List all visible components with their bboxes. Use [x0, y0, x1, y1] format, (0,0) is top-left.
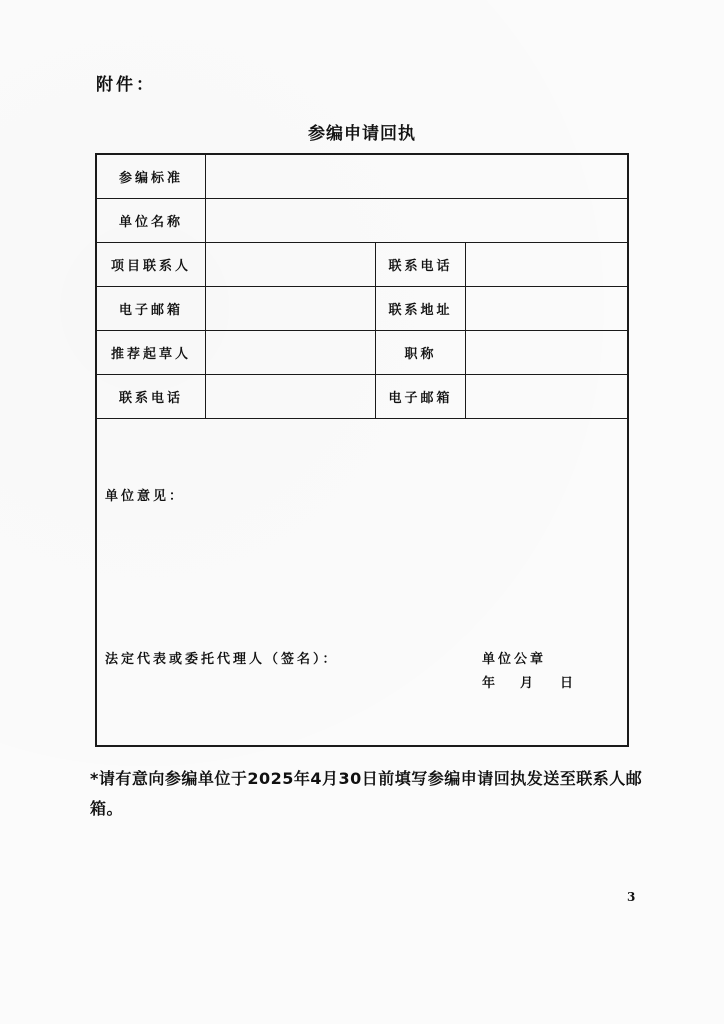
email-label: 电子邮箱: [97, 287, 206, 330]
unit-name-label: 单位名称: [97, 199, 206, 242]
date-month: 月: [520, 676, 534, 691]
row-unit-name: [97, 199, 627, 243]
date-day: 日: [560, 676, 574, 691]
contact-phone-input[interactable]: [466, 243, 627, 286]
row-contact: [97, 243, 627, 287]
date-line: [482, 672, 573, 691]
standard-input[interactable]: [206, 155, 627, 198]
drafter-email-label: 电子邮箱: [376, 375, 466, 418]
application-form-table: [95, 153, 629, 747]
drafter-email-input[interactable]: [466, 375, 627, 418]
row-drafter-phone: [97, 375, 627, 419]
unit-opinion-label: 单位意见：: [105, 489, 186, 504]
row-drafter: [97, 331, 627, 375]
title-label: 职称: [376, 331, 466, 374]
drafter-input[interactable]: [206, 331, 376, 374]
contact-input[interactable]: [206, 243, 376, 286]
drafter-phone-input[interactable]: [206, 375, 376, 418]
form-title: 参编申请回执: [308, 124, 416, 144]
unit-name-input[interactable]: [206, 199, 627, 242]
title-input[interactable]: [466, 331, 627, 374]
email-input[interactable]: [206, 287, 376, 330]
address-input[interactable]: [466, 287, 627, 330]
drafter-phone-label: 联系电话: [97, 375, 206, 418]
row-email: [97, 287, 627, 331]
unit-seal-label: 单位公章: [482, 652, 547, 667]
drafter-label: 推荐起草人: [97, 331, 206, 374]
submission-note: *请有意向参编单位于2025年4月30日前填写参编申请回执发送至联系人邮箱。: [90, 769, 643, 818]
date-year: 年: [482, 676, 496, 691]
address-label: 联系地址: [376, 287, 466, 330]
attachment-label: 附件：: [96, 75, 156, 95]
signature-label: 法定代表或委托代理人（签名）：: [105, 652, 339, 667]
contact-phone-label: 联系电话: [376, 243, 466, 286]
contact-label: 项目联系人: [97, 243, 206, 286]
standard-label: 参编标准: [97, 155, 206, 198]
row-standard: [97, 155, 627, 199]
page-number: 3: [627, 890, 636, 904]
